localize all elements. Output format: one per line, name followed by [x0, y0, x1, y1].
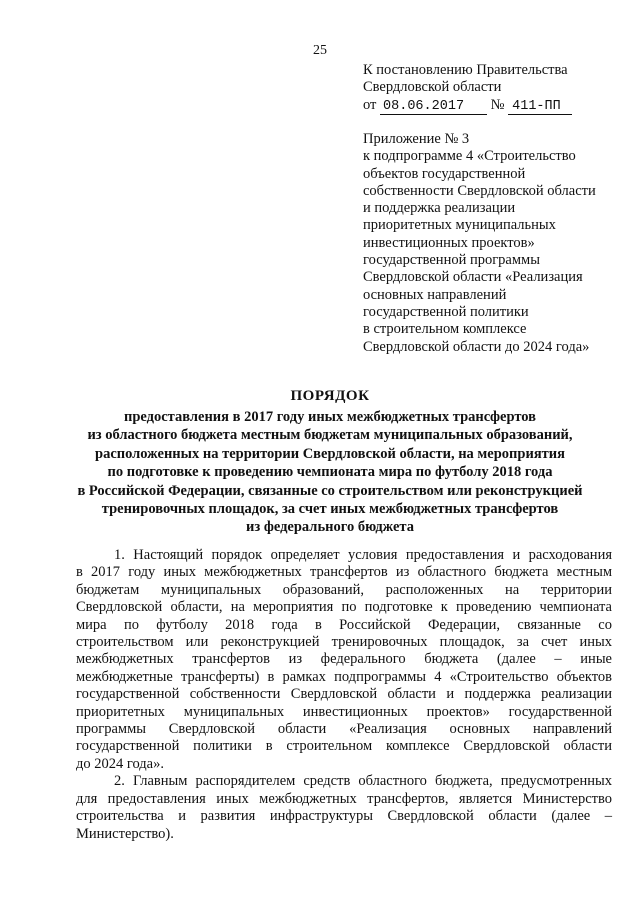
appendix-line: приоритетных муниципальных — [363, 217, 556, 234]
document-title — [62, 387, 598, 537]
paragraph-2 — [76, 773, 612, 843]
text-line: приоритетных муниципальных инвестиционных проектов» государственной — [76, 703, 612, 720]
appendix-line: в строительном комплексе — [363, 321, 527, 338]
appendix-line: и поддержка реализации — [363, 200, 516, 217]
text-line: программы Свердловской области «Реализация основных направлений — [76, 721, 612, 738]
appendix-line: Свердловской области «Реализация — [363, 269, 583, 286]
text-line: 1. Настоящий порядок определяет условия предоставления и расходования — [114, 547, 612, 563]
appendix-line: инвестиционных проектов» — [363, 234, 535, 251]
appendix-line: государственной программы — [363, 252, 540, 269]
text-line: Свердловской области, на мероприятия по подготовке к проведению чемпионата — [76, 599, 612, 616]
text-line: строительством или реконструкцией тренировочных площадок, за счет иных — [76, 634, 612, 651]
text-line: до 2024 года». — [76, 755, 164, 772]
appendix-line: к подпрограмме 4 «Строительство — [363, 148, 576, 165]
title-line: из федерального бюджета — [246, 519, 414, 536]
body-text — [76, 547, 612, 843]
appendix-line: собственности Свердловской области — [363, 182, 596, 199]
text-line: Министерство). — [76, 825, 174, 842]
decree-line: К постановлению Правительства — [363, 62, 568, 78]
text-line: межбюджетные трансферты) в рамках подпрограммы 4 «Строительство объектов — [76, 668, 612, 685]
text-line: для предоставления иных межбюджетных трансфертов, является Министерство — [76, 790, 612, 807]
text-line: бюджетам муниципальных образований, расположенных на территории — [76, 581, 612, 598]
title-line: расположенных на территории Свердловской области, на мероприятия — [95, 445, 565, 462]
appendix-line: государственной политики — [363, 303, 529, 320]
decree-line: Свердловской области — [363, 79, 502, 96]
decree-date: 08.06.2017 — [380, 99, 487, 115]
appendix-line: объектов государственной — [363, 165, 526, 182]
text-line: 2. Главным распорядителем средств областного бюджета, предусмотренных — [114, 773, 612, 790]
text-line: государственной политики в строительном комплексе Свердловской области — [76, 738, 612, 755]
title-line: тренировочных площадок, за счет иных межбюджетных трансфертов — [101, 501, 559, 518]
title-line: из областного бюджета местным бюджетам муниципальных образований, — [87, 427, 573, 444]
text-line: государственной собственности Свердловской области и поддержка реализации — [76, 686, 612, 703]
number-prefix: № — [490, 96, 505, 113]
title-line: по подготовке к проведению чемпионата мира по футболу 2018 года — [107, 464, 553, 481]
decree-number: 411-ПП — [508, 99, 572, 115]
appendix-line: Свердловской области до 2024 года» — [363, 338, 590, 355]
appendix-line: основных направлений — [363, 286, 507, 303]
appendix-line: Приложение № 3 — [363, 131, 470, 147]
text-line: мира по футболу 2018 года в Российской Федерации, связанные со — [76, 616, 612, 633]
decree-date-number-line — [363, 97, 623, 115]
page-number: 25 — [313, 43, 327, 58]
title-line: предоставления в 2017 году иных межбюджетных трансфертов — [124, 409, 536, 425]
text-line: межбюджетных трансфертов из федерального бюджета (далее – иные — [76, 651, 612, 668]
appendix-reference — [363, 131, 623, 356]
title-line: в Российской Федерации, связанные со строительством или реконструкцией — [77, 482, 583, 499]
text-line: строительства и развития инфраструктуры Свердловской области (далее – — [76, 808, 612, 825]
decree-reference — [363, 62, 623, 115]
date-prefix: от — [363, 96, 377, 113]
text-line: в 2017 году иных межбюджетных трансфертов из областного бюджета местным — [76, 564, 612, 581]
paragraph-1 — [76, 547, 612, 773]
title-heading: ПОРЯДОК — [290, 388, 370, 404]
